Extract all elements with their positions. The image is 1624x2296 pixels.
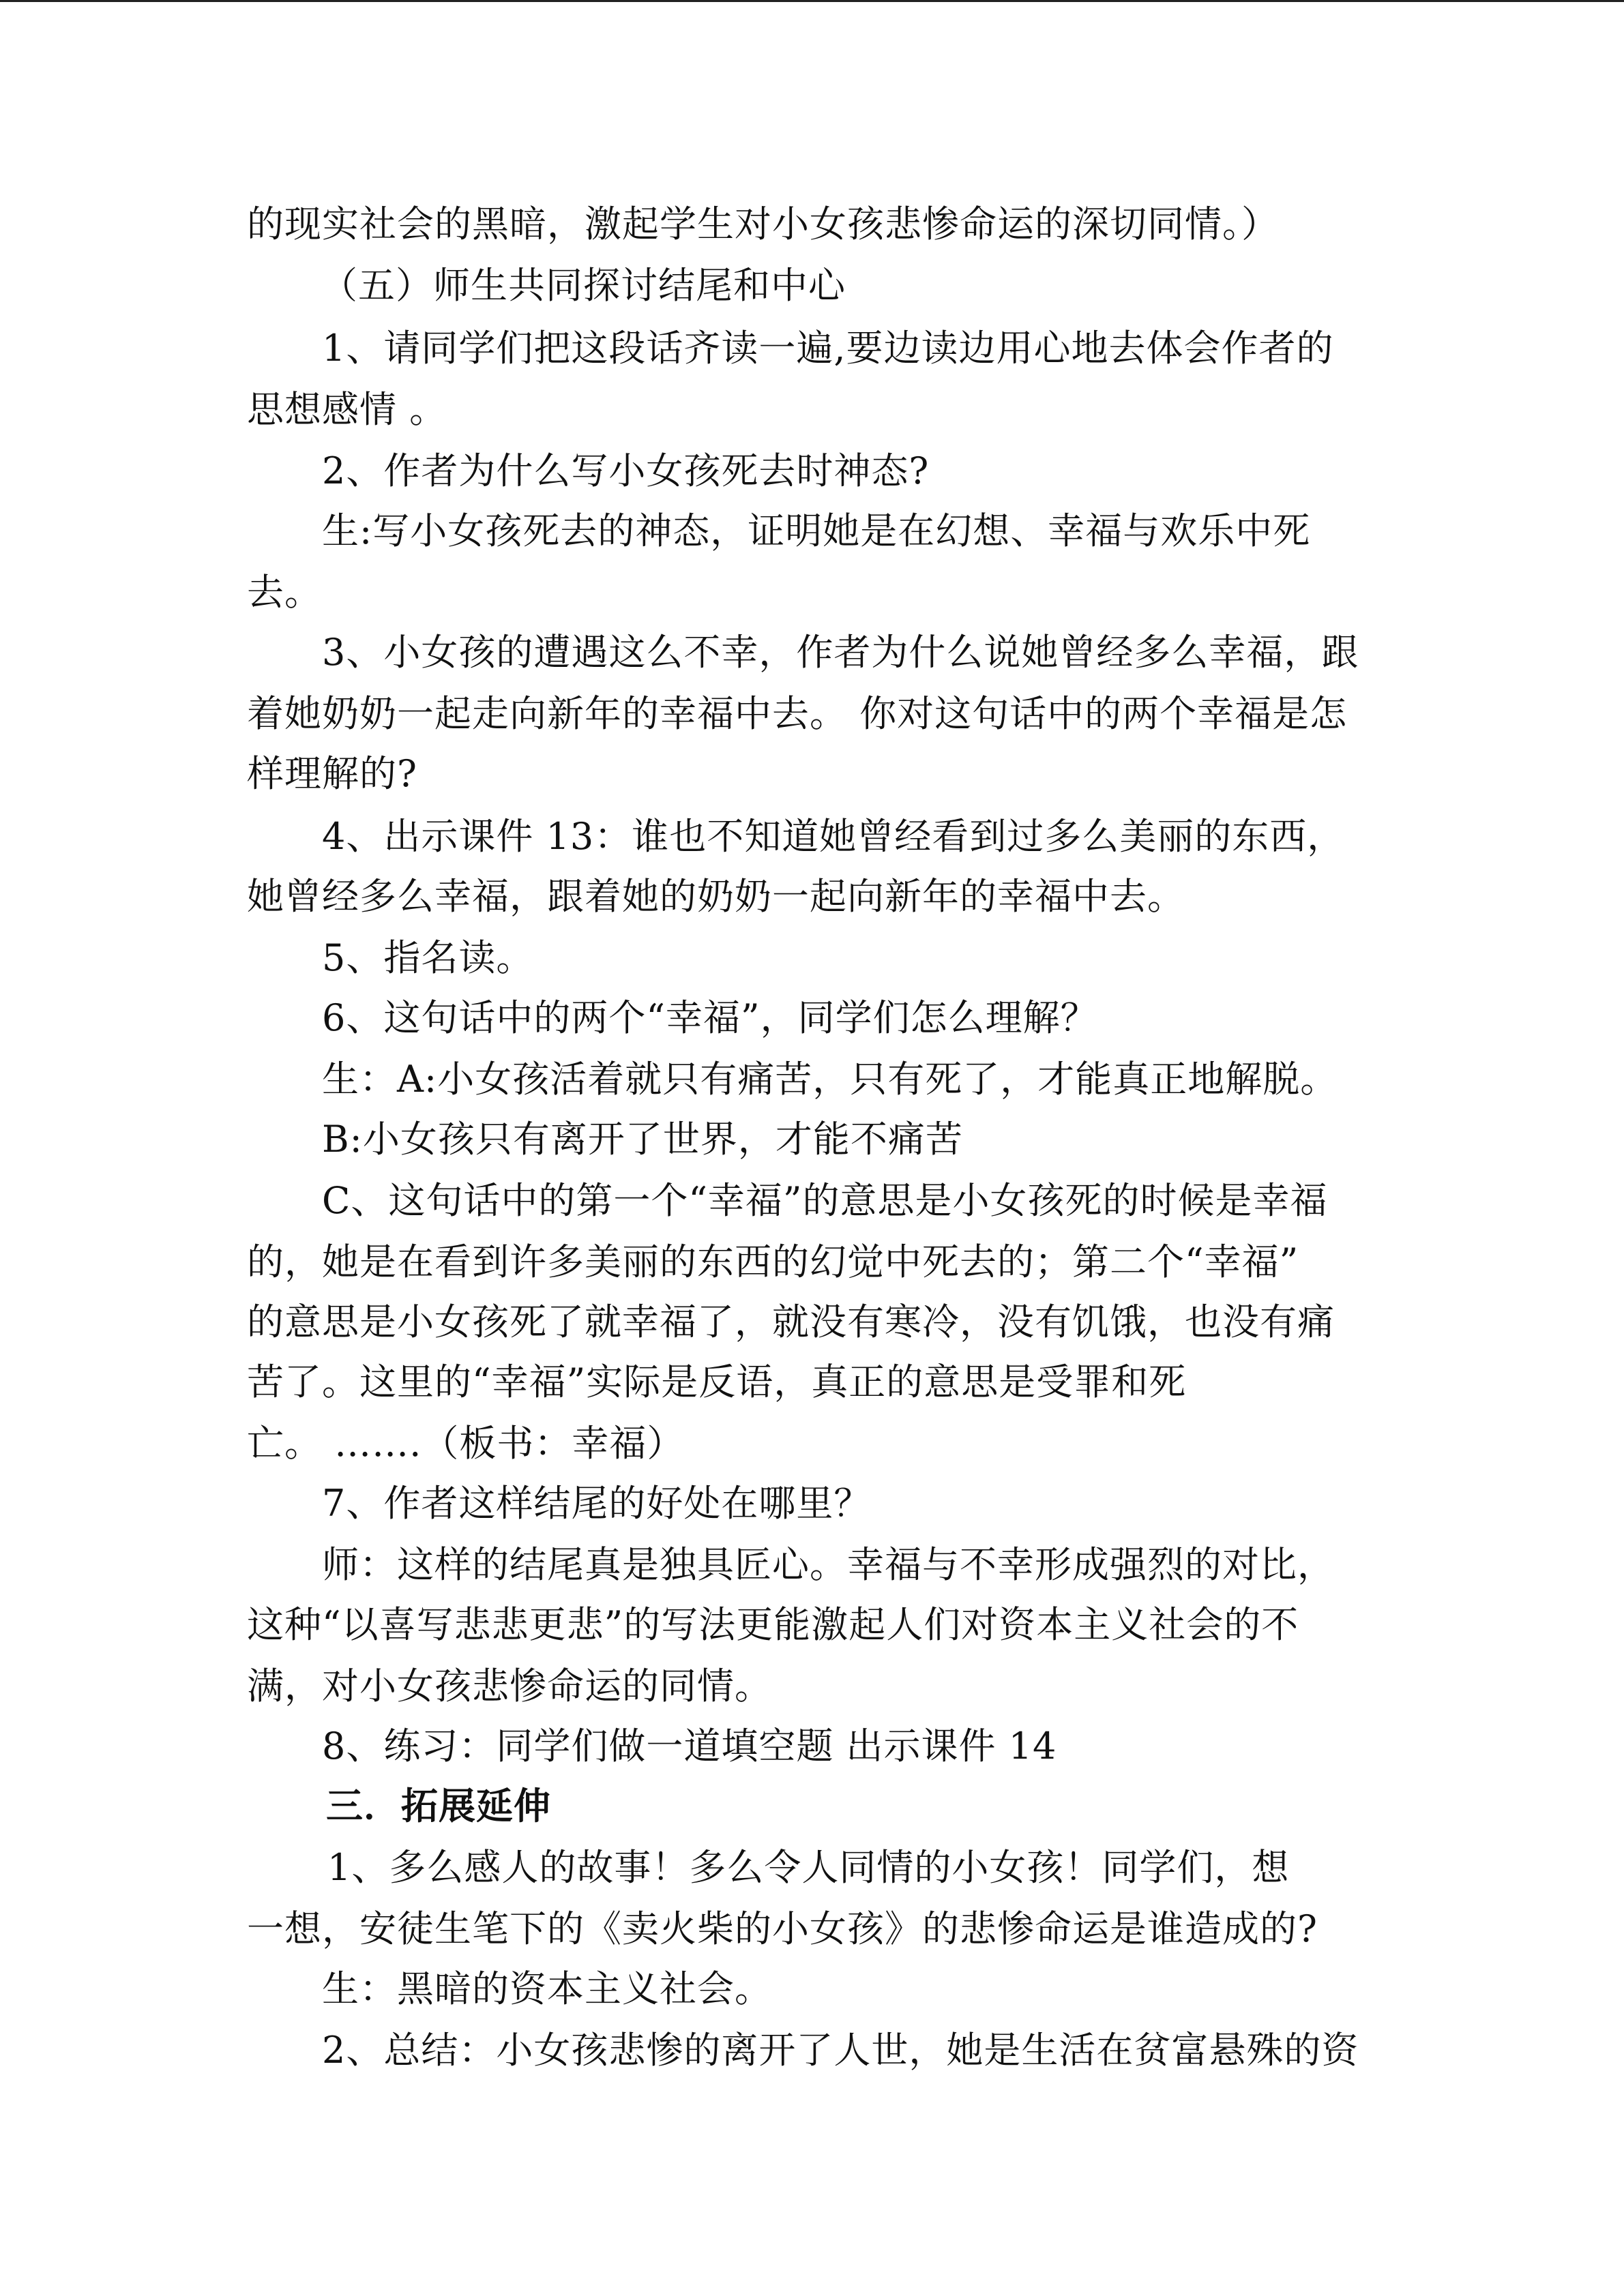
text-line: 的，她是在看到许多美丽的东西的幻觉中死去的；第二个“幸福” (247, 1240, 1299, 1283)
text-line: 她曾经多么幸福，跟着她的奶奶一起向新年的幸福中去。 (247, 875, 1185, 918)
text-line: 6、这句话中的两个“幸福”，同学们怎么理解？ (322, 996, 1098, 1039)
text-line: 着她奶奶一起走向新年的幸福中去。 你对这句话中的两个幸福是怎 (247, 692, 1348, 735)
text-line: 2、总结：小女孩悲惨的离开了人世，她是生活在贫富悬殊的资 (322, 2029, 1359, 2072)
text-line: 2、作者为什么写小女孩死去时神态? (322, 449, 930, 492)
page-top-border (0, 0, 1624, 2)
text-line: 满，对小女孩悲惨命运的同情。 (247, 1665, 772, 1708)
text-line: B:小女孩只有离开了世界，才能不痛苦 (322, 1118, 963, 1161)
section-heading: （五）师生共同探讨结尾和中心 (321, 264, 846, 307)
text-line: 这种“以喜写悲悲更悲”的写法更能激起人们对资本主义社会的不 (247, 1603, 1299, 1646)
text-line: C、这句话中的第一个“幸福”的意思是小女孩死的时候是幸福 (322, 1179, 1328, 1222)
text-line: 7、作者这样结尾的好处在哪里？ (322, 1482, 872, 1525)
text-line: 5、指名读。 (322, 936, 534, 979)
section-heading: 三．拓展延伸 (326, 1785, 551, 1828)
text-line: 4、出示课件 13：谁也不知道她曾经看到过多么美丽的东西， (322, 815, 1345, 858)
text-line: 1、多么感人的故事！多么令人同情的小女孩！同学们，想 (327, 1846, 1290, 1889)
text-line: 师：这样的结尾真是独具匠心。幸福与不幸形成强烈的对比， (322, 1543, 1335, 1586)
text-line: 去。 (247, 571, 322, 614)
text-line: 苦了。这里的“幸福”实际是反语，真正的意思是受罪和死 (247, 1360, 1187, 1403)
text-line: 生:写小女孩死去的神态，证明她是在幻想、幸福与欢乐中死 (322, 509, 1311, 552)
text-line: 生：黑暗的资本主义社会。 (322, 1967, 772, 2010)
text-line: 思想感情 。 (247, 388, 447, 431)
text-line: 一想，安徒生笔下的《卖火柴的小女孩》的悲惨命运是谁造成的? (247, 1907, 1318, 1950)
text-line: 8、练习：同学们做一道填空题 出示课件 14 (322, 1725, 1057, 1768)
text-line: 生：A:小女孩活着就只有痛苦，只有死了，才能真正地解脱。 (322, 1058, 1338, 1101)
text-line: 样理解的? (247, 752, 417, 795)
text-line: 的意思是小女孩死了就幸福了，就没有寒冷，没有饥饿，也没有痛 (247, 1300, 1335, 1343)
text-line: 3、小女孩的遭遇这么不幸，作者为什么说她曾经多么幸福，跟 (322, 631, 1359, 674)
text-line: 的现实社会的黑暗，激起学生对小女孩悲惨命运的深切同情。） (247, 203, 1279, 245)
text-line: 1、请同学们把这段话齐读一遍,要边读边用心地去体会作者的 (322, 327, 1334, 370)
text-line: 亡。 …….（板书：幸福） (247, 1422, 685, 1465)
